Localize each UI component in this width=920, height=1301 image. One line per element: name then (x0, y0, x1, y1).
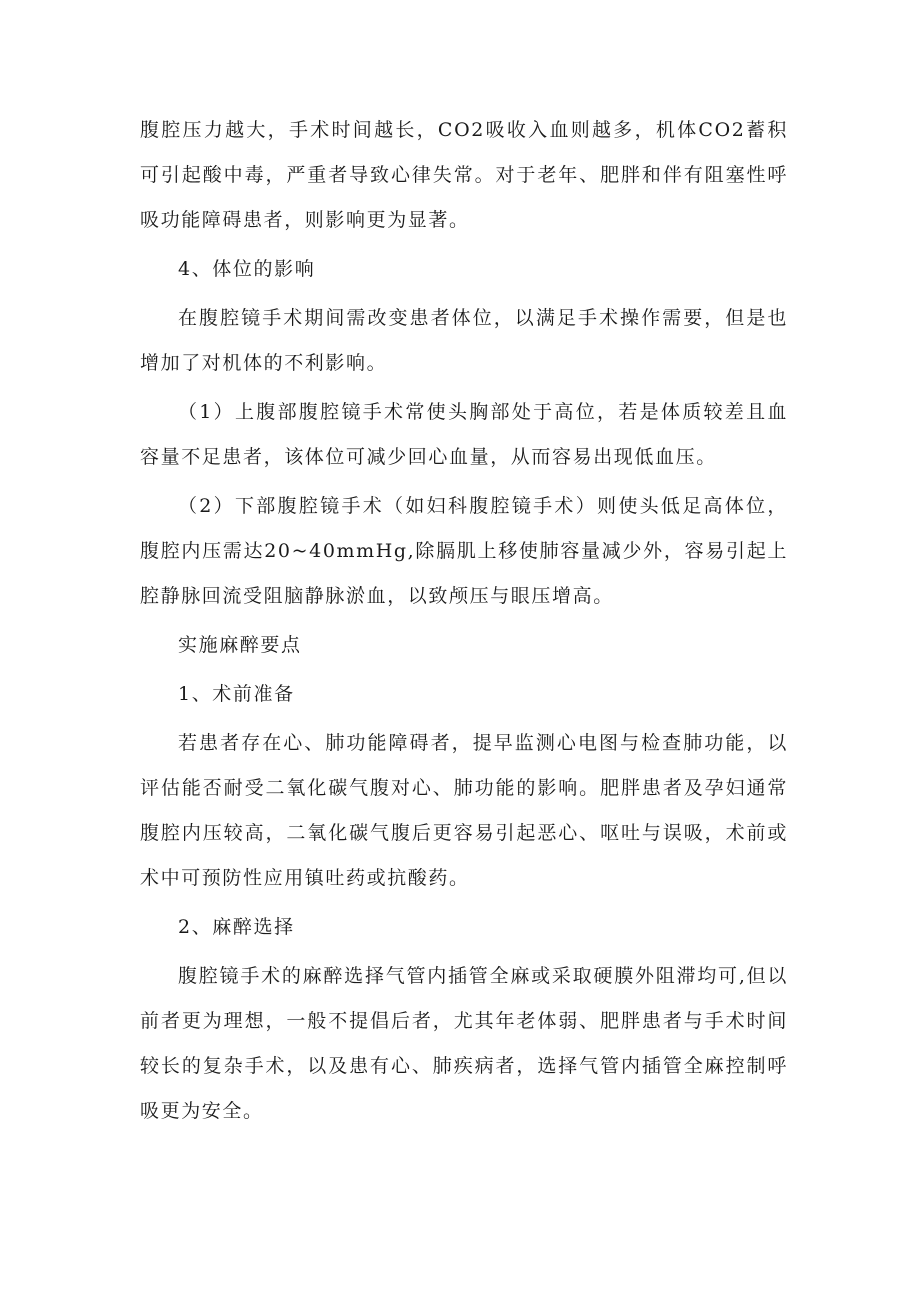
section-heading-preop: 1、术前准备 (178, 683, 295, 705)
paragraph-posture-intro: 在腹腔镜手术期间需改变患者体位，以满足手术操作需要，但是也增加了对机体的不利影响。 (140, 307, 788, 374)
document-body (140, 108, 788, 1138)
paragraph-anesthesia-choice: 腹腔镜手术的麻醉选择气管内插管全麻或采取硬膜外阻滞均可,但以前者更为理想，一般不提倡后者，尤其年老体弱、肥胖患者与手术时间较长的复杂手术，以及患有心、肺疾病者，选择气管内插管全麻控制呼吸更为安全。 (140, 965, 788, 1122)
paragraph-preop: 若患者存在心、肺功能障碍者，提早监测心电图与检查肺功能，以评估能否耐受二氧化碳气腹对心、肺功能的影响。肥胖患者及孕妇通常腹腔内压较高，二氧化碳气腹后更容易引起恶心、呕吐与误吸，术前或术中可预防性应用镇吐药或抗酸药。 (140, 732, 788, 889)
section-heading-anesthesia-choice: 2、麻醉选择 (178, 916, 295, 938)
paragraph-posture-upper: （1）上腹部腹腔镜手术常使头胸部处于高位，若是体质较差且血容量不足患者，该体位可减少回心血量，从而容易出现低血压。 (140, 401, 788, 468)
paragraph-posture-lower: （2）下部腹腔镜手术（如妇科腹腔镜手术）则使头低足高体位，腹腔内压需达20~40mmHg,除膈肌上移使肺容量减少外，容易引起上腔静脉回流受阻脑静脉淤血，以致颅压与眼压增高。 (140, 495, 788, 607)
section-heading-posture: 4、体位的影响 (178, 258, 316, 280)
paragraph-continuation: 腹腔压力越大，手术时间越长，CO2吸收入血则越多，机体CO2蓄积可引起酸中毒，严重者导致心律失常。对于老年、肥胖和伴有阻塞性呼吸功能障碍患者，则影响更为显著。 (140, 119, 788, 231)
section-heading-anesthesia-points: 实施麻醉要点 (178, 634, 302, 656)
